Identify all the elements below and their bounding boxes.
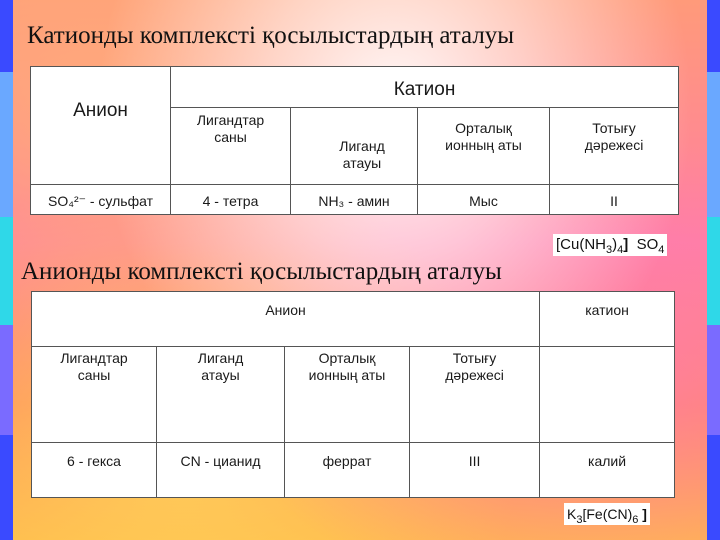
frame-stripe bbox=[707, 0, 720, 72]
ligand-name-header: Лиганд атауы bbox=[291, 108, 418, 185]
anionic-formula: $K_3[Fe(CN)_6$ ] bbox=[564, 503, 650, 525]
ligand-name-value: NH₃ - амин bbox=[291, 185, 418, 215]
oxidation-state-header: Тотығу дәрежесі bbox=[550, 108, 679, 185]
frame-stripe bbox=[0, 325, 13, 435]
ligand-count-value: 4 - тетра bbox=[171, 185, 291, 215]
anionic-heading: Анионды комплексті қосылыстардың аталуы bbox=[21, 258, 502, 285]
cation-value: калий bbox=[540, 443, 675, 498]
anion-value: SO₄²⁻ - сульфат bbox=[31, 185, 171, 215]
oxidation-state-value: II bbox=[550, 185, 679, 215]
anionic-complex-table bbox=[31, 291, 675, 498]
ligand-name-header: Лиганд атауы bbox=[157, 347, 285, 443]
frame-stripe bbox=[0, 435, 13, 540]
ligand-count-header: Лигандтар саны bbox=[171, 108, 291, 185]
oxidation-state-header: Тотығу дәрежесі bbox=[410, 347, 540, 443]
frame-stripe bbox=[0, 217, 13, 325]
central-ion-value: Мыс bbox=[418, 185, 550, 215]
cationic-formula: $[Cu(NH_3)_4]$ $SO_4$ bbox=[553, 234, 667, 256]
frame-stripe bbox=[707, 217, 720, 325]
left-frame-stripes bbox=[0, 0, 13, 540]
cation-header: Катион bbox=[171, 67, 679, 108]
frame-stripe bbox=[707, 435, 720, 540]
frame-stripe bbox=[707, 72, 720, 217]
slide bbox=[13, 0, 707, 540]
frame-stripe bbox=[0, 72, 13, 217]
cationic-heading: Катионды комплексті қосылыстардың аталуы bbox=[27, 22, 515, 49]
central-ion-value: феррат bbox=[285, 443, 410, 498]
central-ion-header: Орталық ионның аты bbox=[285, 347, 410, 443]
central-ion-header: Орталық ионның аты bbox=[418, 108, 550, 185]
frame-stripe bbox=[0, 0, 13, 72]
ligand-count-header: Лигандтар саны bbox=[32, 347, 157, 443]
anion-header: Анион bbox=[31, 67, 171, 185]
ligand-name-value: CN - цианид bbox=[157, 443, 285, 498]
oxidation-state-value: III bbox=[410, 443, 540, 498]
ligand-count-value: 6 - гекса bbox=[32, 443, 157, 498]
frame-stripe bbox=[707, 325, 720, 435]
right-frame-stripes bbox=[707, 0, 720, 540]
cation-header: катион bbox=[540, 292, 675, 347]
empty-cell bbox=[540, 347, 675, 443]
anion-header: Анион bbox=[32, 292, 540, 347]
cationic-complex-table bbox=[30, 66, 679, 215]
